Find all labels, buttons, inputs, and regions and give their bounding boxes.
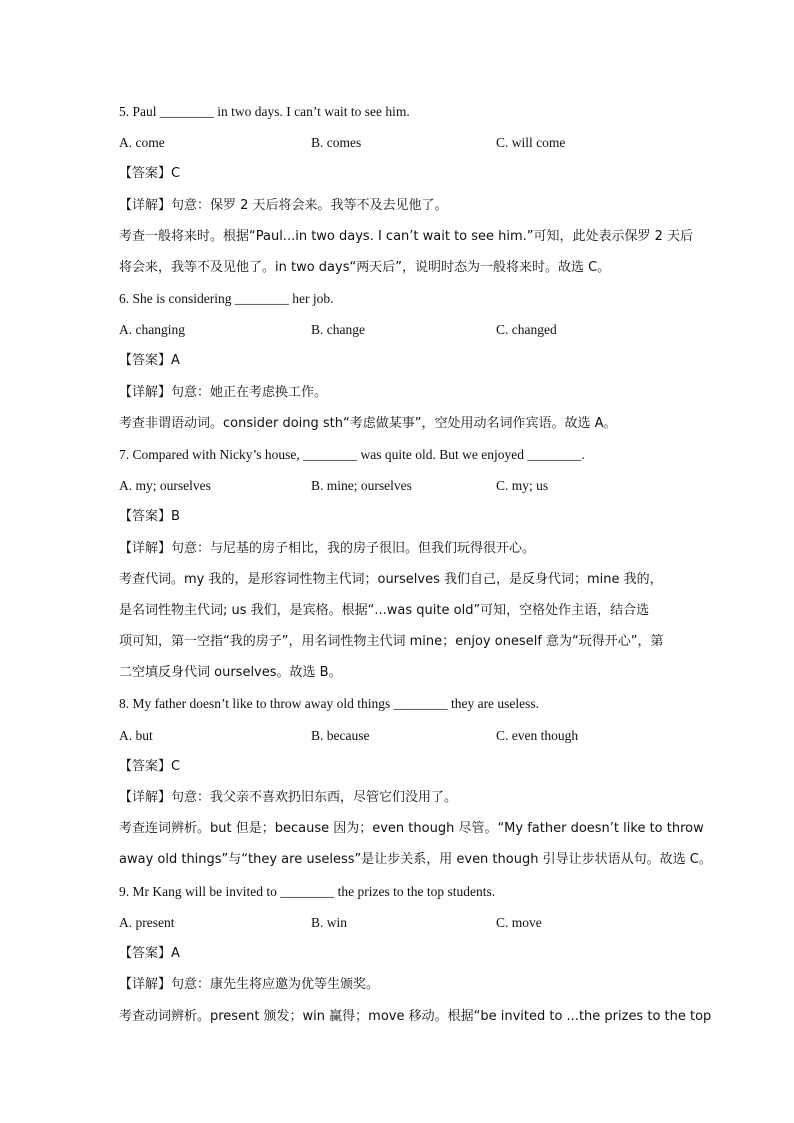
- option-b: B. because: [311, 728, 370, 743]
- question-7-stem: 7. Compared with Nicky’s house, ________ was quite old. But we enjoyed ________.: [119, 447, 585, 462]
- question-7-answer: 【答案】B: [119, 509, 180, 524]
- question-5-detail-translation: 【详解】句意：保罗 2 天后将会来。我等不及去见他了。: [119, 198, 448, 213]
- option-b: B. comes: [311, 135, 362, 150]
- option-a: A. changing: [119, 322, 185, 337]
- question-6-detail-line: 考查非谓语动词。consider doing sth“考虑做某事”，空处用动名词作宾语。故选 A。: [119, 416, 617, 431]
- question-5-detail-line: 将会来，我等不及见他了。in two days“两天后”，说明时态为一般将来时。故选 C。: [119, 260, 611, 275]
- option-c: C. move: [496, 915, 542, 930]
- question-6-detail-translation: 【详解】句意：她正在考虑换工作。: [119, 385, 328, 400]
- option-a: A. come: [119, 135, 165, 150]
- question-7-detail-line: 考查代词。my 我的，是形容词性物主代词；ourselves 我们自己，是反身代词；mine 我的，: [119, 572, 663, 587]
- question-7-detail-translation: 【详解】句意：与尼基的房子相比，我的房子很旧。但我们玩得很开心。: [119, 541, 536, 556]
- question-7-detail-line: 项可知，第一空指“我的房子”，用名词性物主代词 mine；enjoy oneself 意为“玩得开心”，第: [119, 634, 664, 649]
- option-a: A. my; ourselves: [119, 478, 211, 493]
- option-b: B. mine; ourselves: [311, 478, 412, 493]
- question-7-detail-line: 二空填反身代词 ourselves。故选 B。: [119, 665, 342, 680]
- option-a: A. but: [119, 728, 153, 743]
- question-8-answer: 【答案】C: [119, 759, 181, 774]
- question-7-detail-line: 是名词性物主代词; us 我们，是宾格。根据“...was quite old”可知，空格处作主语，结合选: [119, 603, 650, 618]
- question-5-detail-line: 考查一般将来时。根据“Paul...in two days. I can’t wait to see him.”可知，此处表示保罗 2 天后: [119, 229, 694, 244]
- option-c: C. will come: [496, 135, 566, 150]
- option-a: A. present: [119, 915, 175, 930]
- question-9-detail-line: 考查动词辨析。present 颁发；win 赢得；move 移动。根据“be invited to ...the prizes to the top: [119, 1009, 712, 1024]
- option-c: C. my; us: [496, 478, 549, 493]
- question-8-detail-line: away old things”与“they are useless”是让步关系，用 even though 引导让步状语从句。故选 C。: [119, 852, 712, 867]
- question-5-answer: 【答案】C: [119, 166, 181, 181]
- question-9-stem: 9. Mr Kang will be invited to ________ the prizes to the top students.: [119, 884, 496, 899]
- question-6-answer: 【答案】A: [119, 353, 180, 368]
- question-6-stem: 6. She is considering ________ her job.: [119, 291, 334, 306]
- question-9-detail-translation: 【详解】句意：康先生将应邀为优等生颁奖。: [119, 977, 380, 992]
- option-b: B. change: [311, 322, 365, 337]
- option-c: C. changed: [496, 322, 557, 337]
- question-8-detail-line: 考查连词辨析。but 但是；because 因为；even though 尽管。“My father doesn’t like to throw: [119, 821, 704, 836]
- question-8-detail-translation: 【详解】句意：我父亲不喜欢扔旧东西，尽管它们没用了。: [119, 790, 458, 805]
- question-9-answer: 【答案】A: [119, 946, 180, 961]
- question-5-stem: 5. Paul ________ in two days. I can’t wait to see him.: [119, 104, 410, 119]
- question-8-stem: 8. My father doesn’t like to throw away old things ________ they are useless.: [119, 696, 540, 711]
- option-c: C. even though: [496, 728, 579, 743]
- option-b: B. win: [311, 915, 348, 930]
